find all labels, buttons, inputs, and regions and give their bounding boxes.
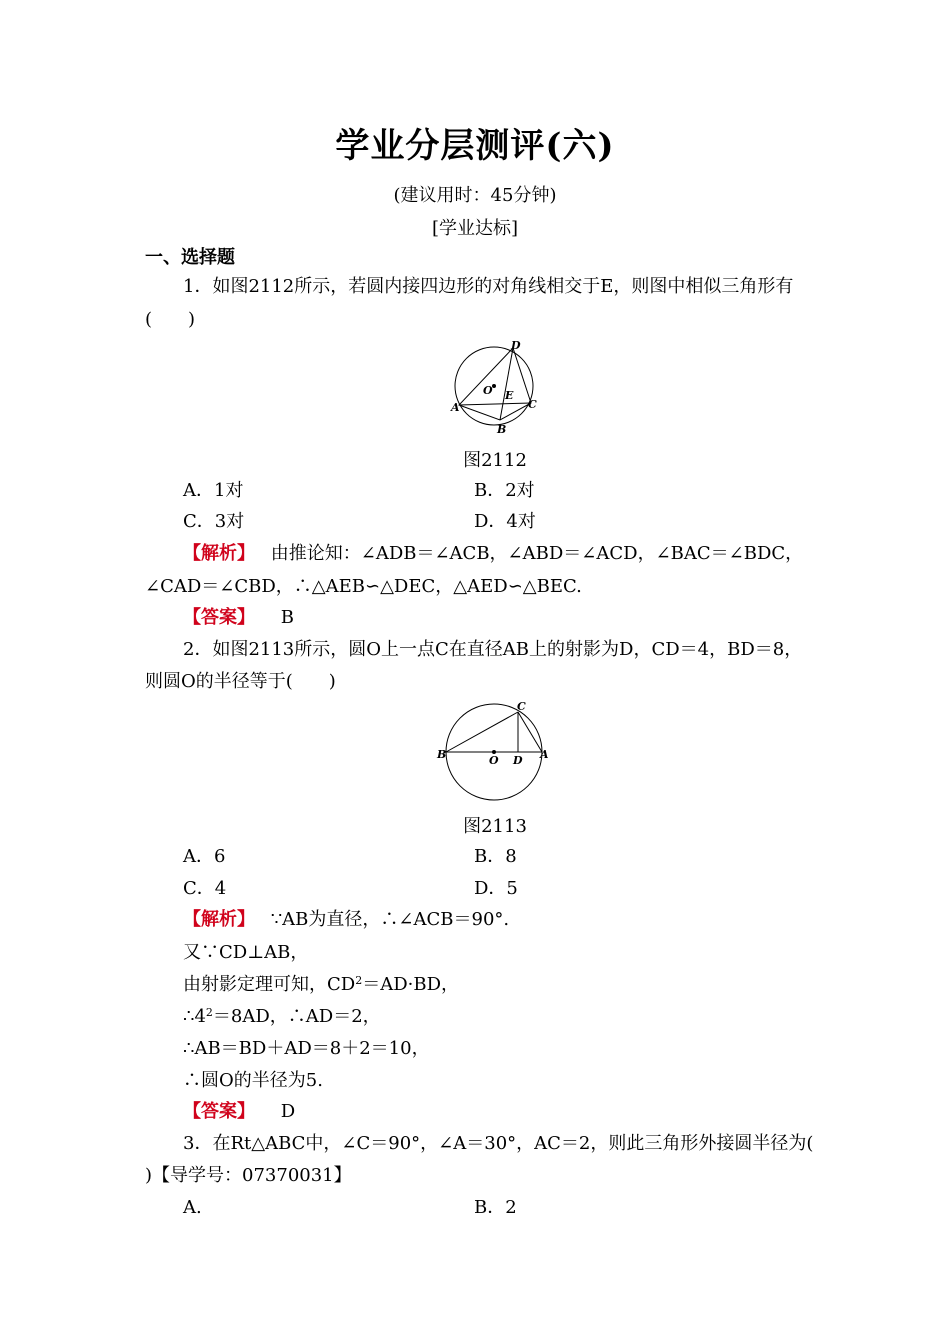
q1-option-d: D．4对: [474, 511, 536, 532]
analysis-text: ＝8AD，∴AD＝2，: [212, 1006, 381, 1027]
figure-2112: [445, 338, 545, 440]
analysis-text: ＝AD·BD，: [362, 974, 460, 995]
q2-analysis-line4: [183, 1004, 848, 1030]
q2-stem-line2: 则圆O的半径等于( ): [145, 671, 336, 692]
label-A: A: [540, 748, 549, 761]
diagonal-bd: [500, 348, 513, 420]
q2-option-d: D．5: [474, 878, 518, 899]
q1-analysis-line1: [183, 541, 848, 567]
chord-ca: [518, 712, 542, 752]
q2-analysis-line3: [183, 972, 848, 998]
analysis-text: 由推论知：∠ADB＝∠ACB，∠ABD＝∠ACD，∠BAC＝∠BDC，: [270, 543, 804, 564]
label-D: D: [511, 339, 521, 352]
analysis-text: ∵AB为直径，∴∠ACB＝90°.: [270, 909, 510, 930]
answer-tag: 【答案】: [183, 1101, 255, 1122]
center-dot: [492, 384, 496, 388]
q2-option-a: A．6: [183, 846, 226, 867]
analysis-text: ∴4: [183, 1006, 206, 1027]
answer-value: B: [280, 607, 294, 628]
label-D: D: [513, 754, 523, 767]
q1-option-c: C．3对: [183, 511, 245, 532]
q1-analysis-line2: ∠CAD＝∠CBD，∴△AEB∽△DEC，△AED∽△BEC.: [145, 576, 582, 597]
analysis-text: 由射影定理可知，CD: [183, 974, 356, 995]
superscript: 2: [355, 974, 363, 987]
analysis-tag: 【解析】: [183, 543, 255, 564]
q1-stem-line1: 1．如图2112所示，若圆内接四边形的对角线相交于E，则图中相似三角形有: [183, 276, 794, 297]
q3-stem-line2: )【导学号：07370031】: [145, 1165, 352, 1186]
label-B: B: [497, 423, 507, 436]
q3-option-a: A.: [183, 1197, 202, 1218]
section-heading: 一、选择题: [145, 247, 235, 268]
q1-option-b: B．2对: [474, 480, 535, 501]
label-O: O: [483, 384, 493, 397]
q2-analysis-line2: 又∵CD⊥AB，: [183, 942, 309, 963]
answer-tag: 【答案】: [183, 607, 255, 628]
q1-stem-line2: ( ): [145, 309, 196, 330]
superscript: 2: [205, 1006, 213, 1019]
label-C: C: [517, 700, 526, 713]
answer-value: D: [280, 1101, 296, 1122]
q2-stem-line1: 2．如图2113所示，圆O上一点C在直径AB上的射影为D，CD＝4，BD＝8，: [183, 639, 803, 660]
label-O: O: [489, 754, 499, 767]
q2-option-b: B．8: [474, 846, 517, 867]
figure-caption: 图2112: [463, 450, 527, 471]
label-C: C: [528, 398, 537, 411]
quadrilateral: [459, 348, 531, 420]
figure-2113: [434, 700, 554, 804]
q1-answer-line: [183, 605, 848, 631]
q3-stem-line1: 3．在Rt△ABC中，∠C＝90°，∠A＝30°，AC＝2，则此三角形外接圆半径为(: [183, 1133, 814, 1154]
chord-bc: [446, 712, 518, 752]
q1-option-a: A．1对: [183, 480, 244, 501]
q2-option-c: C．4: [183, 878, 227, 899]
figure-caption: 图2113: [463, 816, 527, 837]
q2-answer-line: [183, 1099, 848, 1125]
label-E: E: [505, 389, 514, 402]
diagonal-ac: [459, 403, 531, 405]
label-B: B: [437, 748, 447, 761]
level-heading: [学业达标]: [431, 218, 519, 239]
q2-analysis-line6: ∴圆O的半径为5.: [183, 1070, 323, 1091]
time-hint: (建议用时：45分钟): [393, 185, 557, 206]
q2-analysis-line1: [183, 907, 848, 933]
page-title: 学业分层测评(六): [335, 126, 615, 166]
analysis-tag: 【解析】: [183, 909, 255, 930]
q2-analysis-line5: ∴AB＝BD＋AD＝8＋2＝10，: [183, 1038, 430, 1059]
label-A: A: [451, 401, 460, 414]
q3-option-b: B．2: [474, 1197, 517, 1218]
